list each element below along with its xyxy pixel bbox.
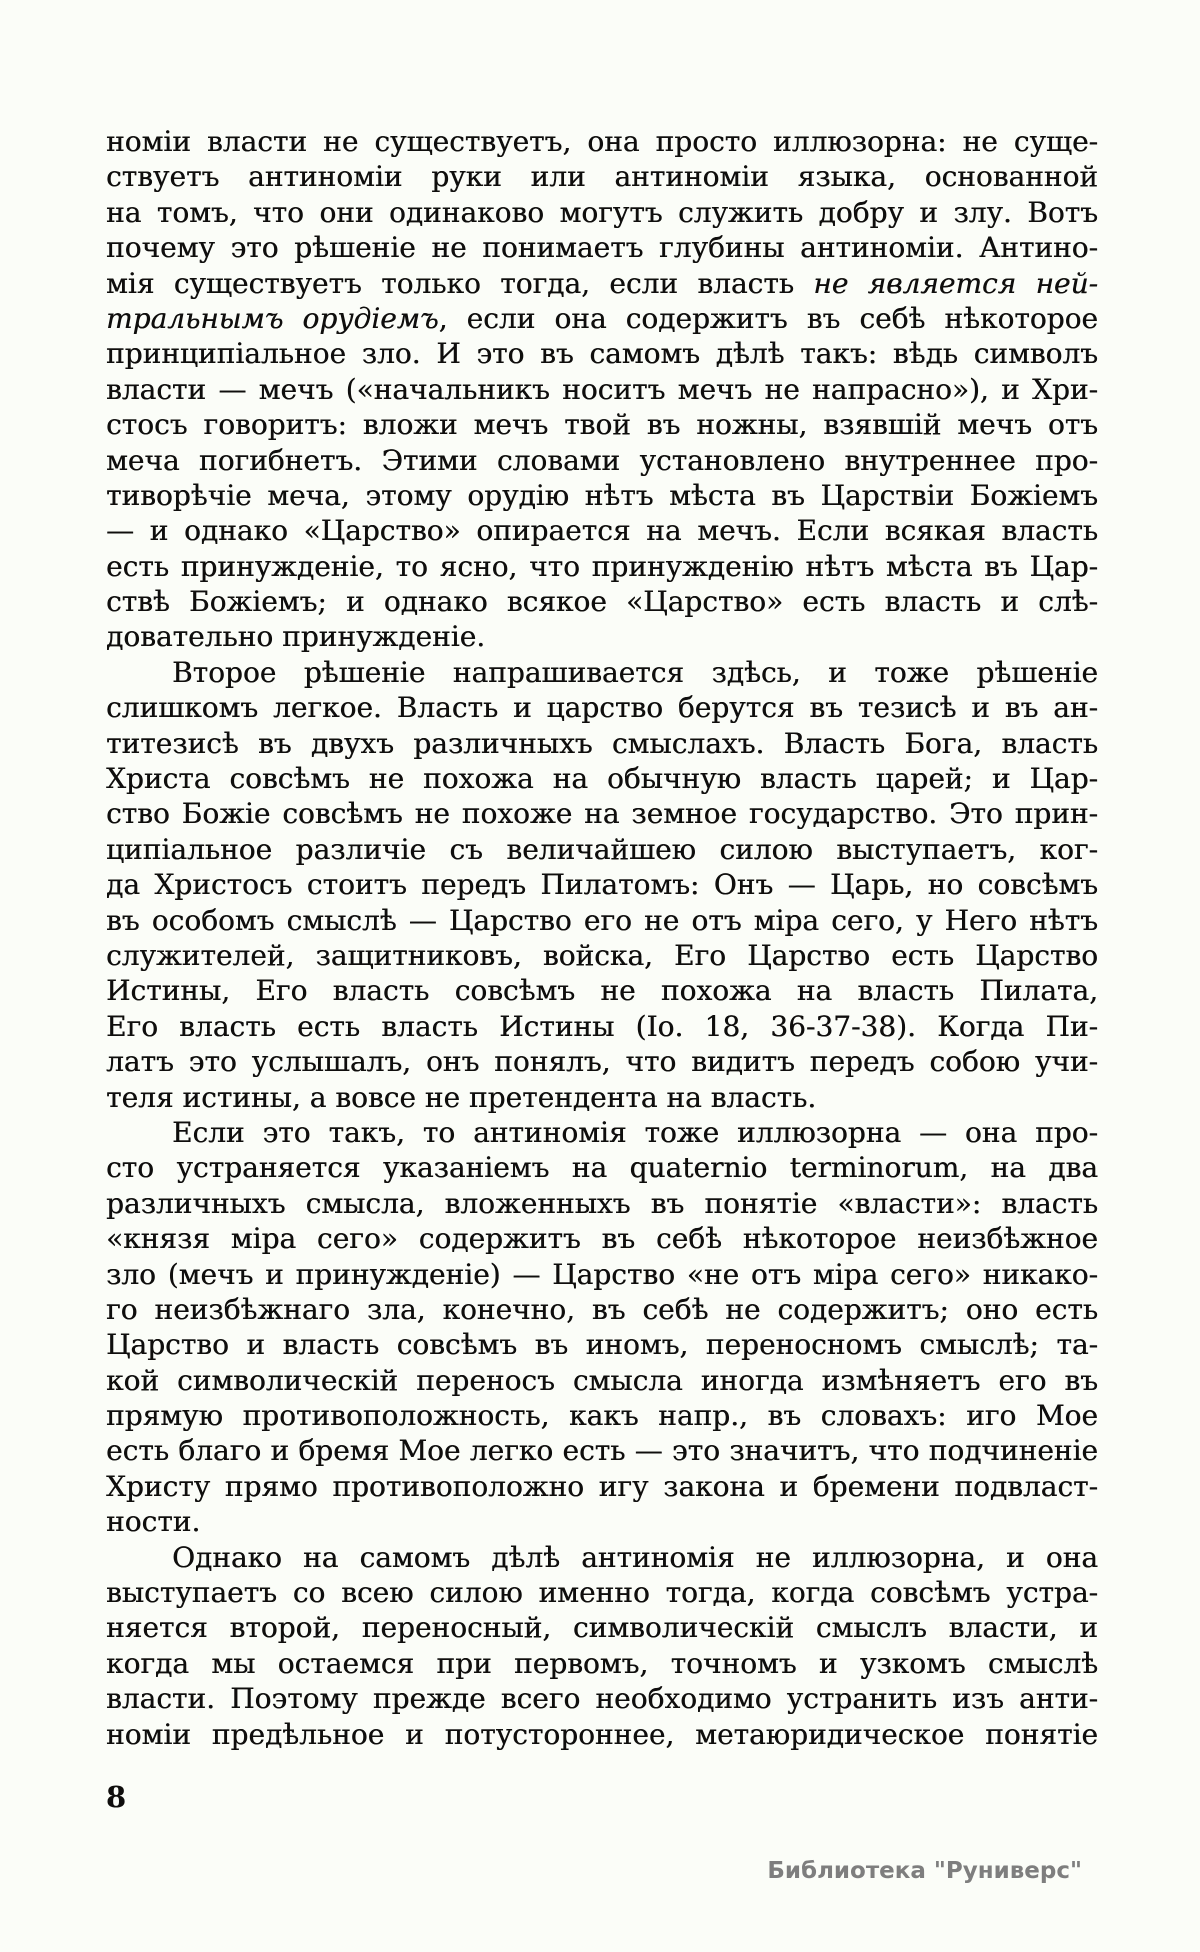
text-line [106, 1327, 1098, 1362]
text-segment: «князя міра сего» содержитъ въ себѣ нѣкоторое неизбѣжное [106, 1222, 1098, 1256]
text-line [106, 1610, 1098, 1645]
text-line [106, 1469, 1098, 1504]
text-line [106, 1186, 1098, 1221]
text-line [106, 443, 1098, 478]
text-segment: почему это рѣшеніе не понимаетъ глубины антиноміи. Антино- [106, 231, 1098, 265]
text-line [106, 478, 1098, 513]
text-line [106, 1363, 1098, 1398]
text-segment: ство Божіе совсѣмъ не похоже на земное государство. Это прин- [106, 797, 1098, 831]
text-line [106, 195, 1098, 230]
text-line [106, 1717, 1098, 1752]
text-segment: выступаетъ со всею силою именно тогда, когда совсѣмъ устра- [106, 1576, 1098, 1610]
text-line [106, 796, 1098, 831]
text-segment: власти — мечъ («начальникъ носитъ мечъ не напрасно»), и Хри- [106, 372, 1098, 406]
library-watermark: Библиотека "Руниверс" [767, 1858, 1082, 1884]
text-segment: няется второй, переносный, символическій смыслъ власти, и [106, 1611, 1098, 1645]
text-line [106, 336, 1098, 371]
text-segment: Христа совсѣмъ не похожа на обычную власть царей; и Цар- [106, 762, 1098, 796]
text-segment: различныхъ смысла, вложенныхъ въ понятіе «власти»: власть [106, 1186, 1098, 1220]
text-segment: Христу прямо противоположно игу закона и бремени подвласт- [106, 1469, 1098, 1503]
text-segment: теля истины, а вовсе не претендента на власть. [106, 1080, 817, 1114]
text-segment: меча погибнетъ. Этими словами установлено внутреннее про- [106, 443, 1098, 477]
text-segment: зло (мечъ и принужденіе) — Царство «не отъ міра сего» никако- [106, 1257, 1098, 1291]
text-line [106, 124, 1098, 159]
text-segment: на томъ, что они одинаково могутъ служить добру и злу. Вотъ [106, 195, 1098, 229]
text-segment: стосъ говоритъ: вложи мечъ твой въ ножны, взявшій мечъ отъ [106, 408, 1098, 442]
text-line [106, 1575, 1098, 1610]
text-segment: мія существуетъ только тогда, если власть [106, 266, 814, 300]
text-line [106, 1540, 1098, 1575]
text-segment: , если она содержитъ въ себѣ нѣкоторое [438, 301, 1098, 335]
text-line [106, 372, 1098, 407]
text-segment: слишкомъ легкое. Власть и царство берутся въ тезисѣ и въ ан- [106, 691, 1098, 725]
text-segment: — и однако «Царство» опирается на мечъ. Если всякая власть [106, 514, 1098, 548]
text-segment: Его власть есть власть Истины (Іо. 18, 36-37-38). Когда Пи- [106, 1009, 1098, 1043]
text-line [106, 1646, 1098, 1681]
text-line [106, 1292, 1098, 1327]
text-segment: въ особомъ смыслѣ — Царство его не отъ міра сего, у Него нѣтъ [106, 903, 1098, 937]
text-segment: служителей, защитниковъ, войска, Его Царство есть Царство [106, 938, 1098, 972]
text-line [106, 407, 1098, 442]
text-line [106, 726, 1098, 761]
text-segment: Истины, Его власть совсѣмъ не похожа на власть Пилата, [106, 974, 1098, 1008]
text-line [106, 1115, 1098, 1150]
text-segment: ности. [106, 1505, 201, 1539]
text-segment: ствуетъ антиноміи руки или антиноміи языка, основанной [106, 160, 1098, 194]
text-segment: Второе рѣшеніе напрашивается здѣсь, и тоже рѣшеніе [172, 655, 1098, 689]
text-line [106, 867, 1098, 902]
text-line [106, 1257, 1098, 1292]
text-line [106, 1080, 1098, 1115]
text-segment: прямую противоположность, какъ напр., въ словахъ: иго Мое [106, 1399, 1098, 1433]
text-segment: да Христосъ стоитъ передъ Пилатомъ: Онъ — Царь, но совсѣмъ [106, 868, 1098, 902]
text-line [106, 1398, 1098, 1433]
text-segment: кой символическій переносъ смысла иногда измѣняетъ его въ [106, 1363, 1098, 1397]
text-segment: тиворѣчіе меча, этому орудію нѣтъ мѣста въ Царствіи Божіемъ [106, 478, 1098, 512]
text-segment: сто устраняется указаніемъ на quaternio terminorum, на два [106, 1151, 1098, 1185]
text-segment: есть принужденіе, то ясно, что принужденію нѣтъ мѣста въ Цар- [106, 549, 1098, 583]
text-segment: власти. Поэтому прежде всего необходимо устранить изъ анти- [106, 1682, 1098, 1716]
text-line [106, 1150, 1098, 1185]
text-line [106, 690, 1098, 725]
text-segment: Однако на самомъ дѣлѣ антиномія не иллюзорна, и она [172, 1540, 1098, 1574]
page-text [106, 124, 1098, 1752]
text-line [106, 1221, 1098, 1256]
text-segment: есть благо и бремя Мое легко есть — это значитъ, что подчиненіе [106, 1434, 1098, 1468]
text-segment: титезисѣ въ двухъ различныхъ смыслахъ. Власть Бога, власть [106, 726, 1098, 760]
text-line [106, 301, 1098, 336]
text-segment: ципіальное различіе съ величайшею силою выступаетъ, ког- [106, 832, 1098, 866]
text-line [106, 1044, 1098, 1079]
text-line [106, 1504, 1098, 1539]
text-line [106, 584, 1098, 619]
text-segment: когда мы остаемся при первомъ, точномъ и узкомъ смыслѣ [106, 1646, 1098, 1680]
italic-phrase: тральнымъ орудіемъ [106, 301, 439, 335]
text-segment: Если это такъ, то антиномія тоже иллюзорна — она про- [172, 1115, 1098, 1149]
text-segment: номіи власти не существуетъ, она просто иллюзорна: не суще- [106, 125, 1098, 158]
text-segment: принципіальное зло. И это въ самомъ дѣлѣ такъ: вѣдь символъ [106, 337, 1098, 371]
text-line [106, 1433, 1098, 1468]
text-segment: ствѣ Божіемъ; и однако всякое «Царство» есть власть и слѣ- [106, 585, 1098, 619]
text-line [106, 549, 1098, 584]
text-line [106, 159, 1098, 194]
text-line [106, 761, 1098, 796]
text-line [106, 973, 1098, 1008]
text-line [106, 230, 1098, 265]
text-line [106, 903, 1098, 938]
text-segment: латъ это услышалъ, онъ понялъ, что видитъ передъ собою учи- [106, 1045, 1098, 1079]
italic-phrase: не является ней- [813, 266, 1098, 300]
text-line [106, 832, 1098, 867]
text-line [106, 619, 1098, 654]
page-number: 8 [106, 1780, 127, 1814]
text-line [106, 1009, 1098, 1044]
text-line [106, 655, 1098, 690]
text-segment: го неизбѣжнаго зла, конечно, въ себѣ не содержитъ; оно есть [106, 1292, 1098, 1326]
text-segment: номіи предѣльное и потустороннее, метаюридическое понятіе [106, 1717, 1098, 1751]
text-segment: Царство и власть совсѣмъ въ иномъ, переносномъ смыслѣ; та- [106, 1328, 1098, 1362]
text-line [106, 938, 1098, 973]
text-line [106, 266, 1098, 301]
text-line [106, 1681, 1098, 1716]
text-line [106, 513, 1098, 548]
text-segment: довательно принужденіе. [106, 620, 486, 654]
